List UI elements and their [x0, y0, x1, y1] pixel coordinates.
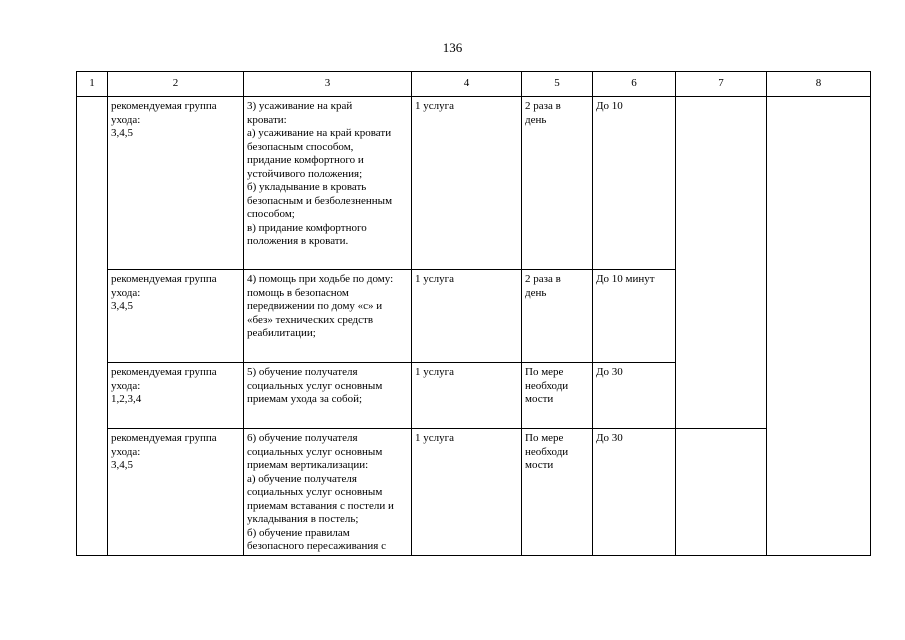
unit-cell: 1 услуга: [412, 429, 522, 556]
unit-cell: 1 услуга: [412, 270, 522, 363]
service-description-cell: 3) усаживание на край кровати: а) усаживание на край кровати безопасным способом, придание комфортного и устойчивого положения; б) укладывание в кровать безопасным и безболезненным способом; в) придание комфортного положения в кровати.: [244, 97, 412, 270]
cell-col-1: [77, 97, 108, 556]
header-col-6: 6: [593, 72, 676, 97]
header-col-3: 3: [244, 72, 412, 97]
frequency-cell: 2 раза в день: [522, 270, 593, 363]
care-group-cell: рекомендуемая группа ухода: 3,4,5: [108, 429, 244, 556]
header-row: [77, 72, 871, 97]
header-col-2: 2: [108, 72, 244, 97]
table-row: [77, 97, 871, 270]
care-group-cell: рекомендуемая группа ухода: 3,4,5: [108, 97, 244, 270]
header-col-8: 8: [767, 72, 871, 97]
duration-cell: До 30: [593, 429, 676, 556]
header-col-5: 5: [522, 72, 593, 97]
services-table: [76, 71, 871, 556]
header-col-1: 1: [77, 72, 108, 97]
page-number: 136: [442, 40, 463, 55]
header-col-4: 4: [412, 72, 522, 97]
care-group-cell: рекомендуемая группа ухода: 1,2,3,4: [108, 363, 244, 429]
service-description-cell: 4) помощь при ходьбе по дому: помощь в безопасном передвижении по дому «с» и «без» технических средств реабилитации;: [244, 270, 412, 363]
frequency-cell: По мере необходи мости: [522, 429, 593, 556]
header-col-7: 7: [676, 72, 767, 97]
service-description-cell: 6) обучение получателя социальных услуг основным приемам вертикализации: а) обучение получателя социальных услуг основным приемам вставания с постели и укладывания в постель; б) обучение правилам безопасного пересаживания с: [244, 429, 412, 556]
cell-col-7: [676, 97, 767, 429]
unit-cell: 1 услуга: [412, 363, 522, 429]
cell-col-7: [676, 429, 767, 556]
duration-cell: До 30: [593, 363, 676, 429]
frequency-cell: 2 раза в день: [522, 97, 593, 270]
duration-cell: До 10 минут: [593, 270, 676, 363]
frequency-cell: По мере необходи мости: [522, 363, 593, 429]
service-description-cell: 5) обучение получателя социальных услуг основным приемам ухода за собой;: [244, 363, 412, 429]
unit-cell: 1 услуга: [412, 97, 522, 270]
duration-cell: До 10: [593, 97, 676, 270]
table-row: [77, 429, 871, 556]
care-group-cell: рекомендуемая группа ухода: 3,4,5: [108, 270, 244, 363]
cell-col-8: [767, 97, 871, 556]
